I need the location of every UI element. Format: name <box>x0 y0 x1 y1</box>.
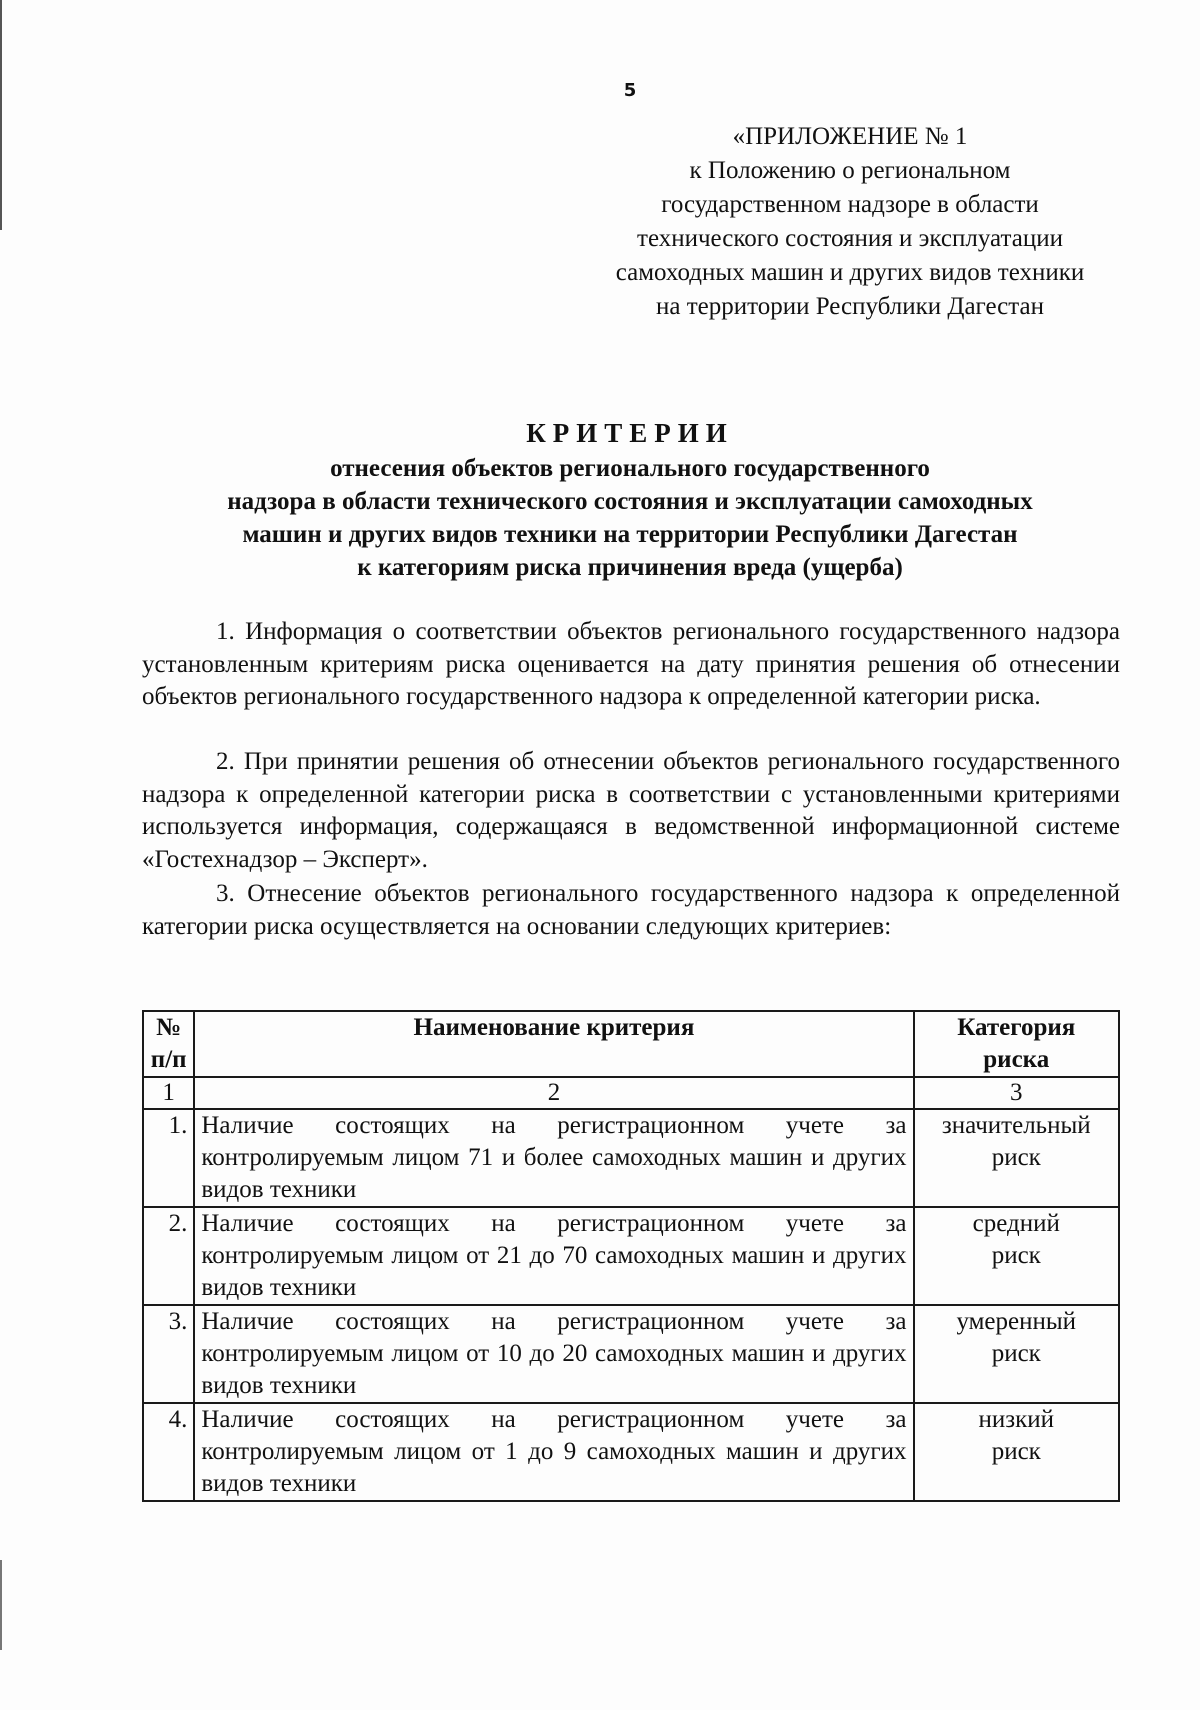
table-row <box>143 1305 1119 1403</box>
header-category <box>914 1011 1119 1077</box>
index-cell: 2 <box>194 1077 913 1109</box>
row-number: 3. <box>143 1305 194 1403</box>
row-criterion: Наличие состоящих на регистрационном учете за контролируемым лицом 71 и более самоходных машин и других видов техники <box>194 1109 913 1207</box>
row-number: 1. <box>143 1109 194 1207</box>
header-category-line: Категория <box>957 1014 1076 1041</box>
category-line: риск <box>991 1242 1041 1269</box>
subtitle-line: отнесения объектов регионального государственного <box>330 455 930 482</box>
scan-edge-top <box>0 0 2 230</box>
category-line: риск <box>991 1340 1041 1367</box>
appendix-line: самоходных машин и других видов техники <box>615 259 1085 286</box>
category-line: умеренный <box>956 1308 1077 1335</box>
row-category <box>914 1109 1119 1207</box>
table-row <box>143 1403 1119 1501</box>
appendix-header <box>570 120 1130 324</box>
header-num-line: № <box>156 1014 182 1041</box>
table-header-row <box>143 1011 1119 1077</box>
category-line: риск <box>991 1144 1041 1171</box>
document-subtitle <box>140 452 1120 584</box>
subtitle-line: к категориям риска причинения вреда (ущерба) <box>357 554 903 581</box>
appendix-line: к Положению о региональном <box>689 157 1011 184</box>
index-cell: 1 <box>143 1077 194 1109</box>
header-name: Наименование критерия <box>194 1011 913 1077</box>
category-line: риск <box>991 1438 1041 1465</box>
paragraph-3: 3. Отнесение объектов регионального государственного надзора к определенной категории риска осуществляется на основании следующих критериев: <box>142 880 1120 940</box>
header-num <box>143 1011 194 1077</box>
page-number: 5 <box>623 80 637 101</box>
row-category <box>914 1207 1119 1305</box>
appendix-line: государственном надзоре в области <box>661 191 1039 218</box>
subtitle-line: надзора в области технического состояния и эксплуатации самоходных <box>227 488 1033 515</box>
table-row <box>143 1109 1119 1207</box>
row-category <box>914 1403 1119 1501</box>
row-criterion: Наличие состоящих на регистрационном учете за контролируемым лицом от 10 до 20 самоходных машин и других видов техники <box>194 1305 913 1403</box>
document-title: КРИТЕРИИ <box>526 418 734 448</box>
row-number: 4. <box>143 1403 194 1501</box>
category-line: значительный <box>941 1112 1091 1139</box>
table-row <box>143 1207 1119 1305</box>
subtitle-line: машин и других видов техники на территории Республики Дагестан <box>242 521 1018 548</box>
appendix-line: «ПРИЛОЖЕНИЕ № 1 <box>732 123 968 150</box>
header-num-line: п/п <box>150 1046 187 1073</box>
paragraph-2: 2. При принятии решения об отнесении объектов регионального государственного надзора к определенной категории риска в соответствии с установленными критериями используется информация, содержащаяся в ведомственной информационной системе «Гостехнадзор – Эксперт». <box>142 748 1120 873</box>
table-index-row <box>143 1077 1119 1109</box>
row-category <box>914 1305 1119 1403</box>
row-number: 2. <box>143 1207 194 1305</box>
header-category-line: риска <box>983 1046 1050 1073</box>
criteria-table <box>142 1010 1120 1502</box>
category-line: низкий <box>978 1406 1055 1433</box>
appendix-line: технического состояния и эксплуатации <box>637 225 1063 252</box>
row-criterion: Наличие состоящих на регистрационном учете за контролируемым лицом от 21 до 70 самоходных машин и других видов техники <box>194 1207 913 1305</box>
row-criterion: Наличие состоящих на регистрационном учете за контролируемым лицом от 1 до 9 самоходных машин и других видов техники <box>194 1403 913 1501</box>
appendix-line: на территории Республики Дагестан <box>656 293 1044 320</box>
index-cell: 3 <box>914 1077 1119 1109</box>
scan-edge-bottom <box>0 1560 2 1650</box>
paragraph-1: 1. Информация о соответствии объектов регионального государственного надзора установленным критериям риска оценивается на дату принятия решения об отнесении объектов регионального государственного надзора к определенной категории риска. <box>142 618 1120 710</box>
category-line: средний <box>972 1210 1060 1237</box>
